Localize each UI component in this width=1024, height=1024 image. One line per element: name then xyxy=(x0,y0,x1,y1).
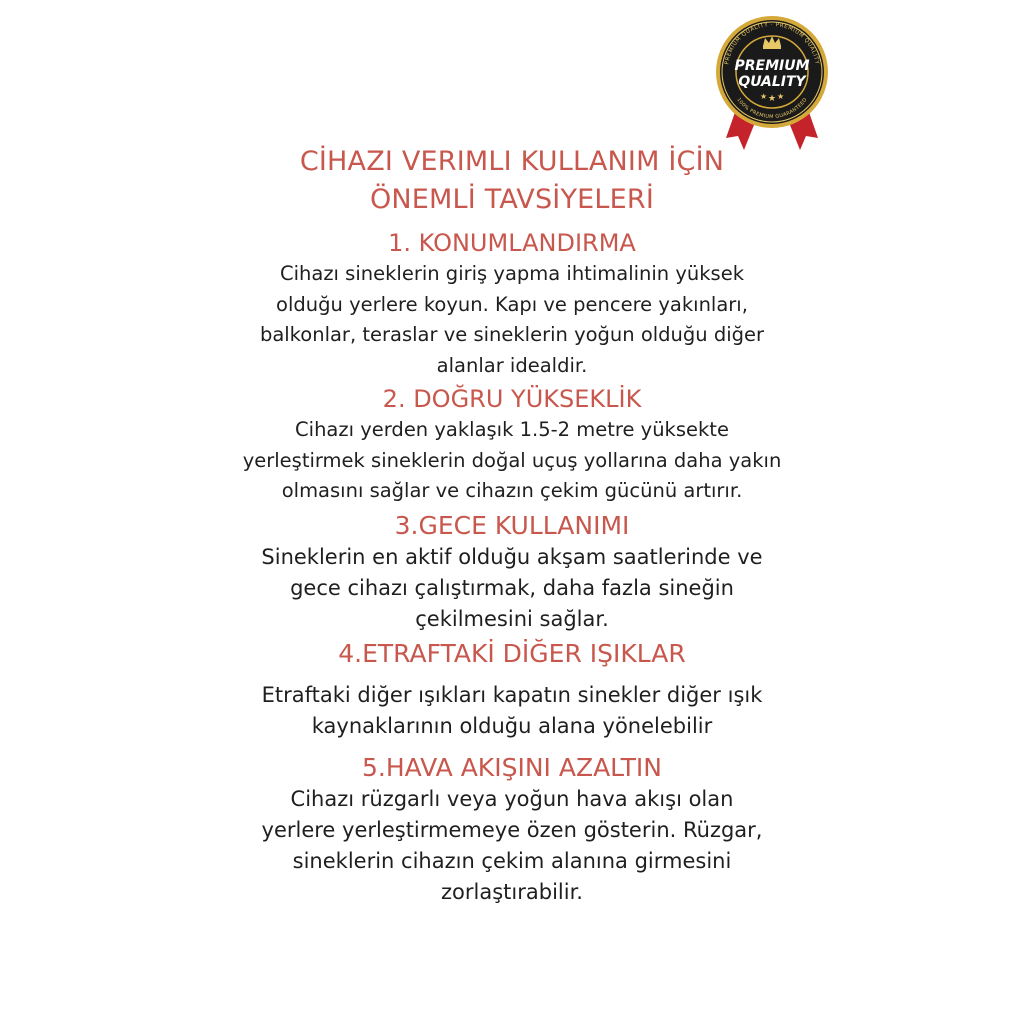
body-line: kaynaklarının olduğu alana yönelebilir xyxy=(311,713,713,738)
section-heading: 5.HAVA AKIŞINI AZALTIN xyxy=(362,752,662,782)
premium-quality-badge xyxy=(712,10,832,160)
section-heading: 2. DOĞRU YÜKSEKLİK xyxy=(382,385,642,413)
body-line: Sineklerin en aktif olduğu akşam saatlerinde ve xyxy=(261,544,763,569)
section-heading: 1. KONUMLANDIRMA xyxy=(388,229,636,257)
body-line: olduğu yerlere koyun. Kapı ve pencere yakınları, xyxy=(276,292,748,316)
section-body xyxy=(200,542,824,635)
badge-ring-top-text: PREMIUM QUALITY · PREMIUM QUALITY xyxy=(724,22,820,66)
body-line: zorlaştırabilir. xyxy=(441,879,583,904)
section-body xyxy=(200,415,824,507)
body-line: olmasını sağlar ve cihazın çekim gücünü artırır. xyxy=(281,479,743,502)
section-body xyxy=(200,680,824,742)
badge-quality-text: QUALITY xyxy=(738,74,806,90)
svg-text:★: ★ xyxy=(768,94,777,104)
section-hava-akisi xyxy=(200,752,824,908)
body-line: çekilmesini sağlar. xyxy=(415,606,609,631)
section-heading: 4.ETRAFTAKİ DİĞER IŞIKLAR xyxy=(338,638,686,668)
section-dogru-yukseklik xyxy=(200,383,824,507)
body-line: alanlar idealdir. xyxy=(436,353,588,377)
svg-text:★: ★ xyxy=(760,92,768,101)
body-line: balkonlar, teraslar ve sineklerin yoğun olduğu diğer xyxy=(259,323,765,346)
body-line: sineklerin cihazın çekim alanına girmesini xyxy=(292,848,732,873)
section-gece-kullanimi xyxy=(200,510,824,635)
page-title xyxy=(200,143,824,219)
svg-text:★: ★ xyxy=(777,92,785,101)
tips-content xyxy=(200,143,824,908)
body-line: gece cihazı çalıştırmak, daha fazla sineğin xyxy=(290,575,734,600)
body-line: Cihazı rüzgarlı veya yoğun hava akışı olan xyxy=(290,786,734,811)
body-line: yerlere yerleştirmemeye özen gösterin. Rüzgar, xyxy=(261,817,763,842)
body-line: Etraftaki diğer ışıkları kapatın sinekler diğer ışık xyxy=(261,682,763,707)
body-line: Cihazı sineklerin giriş yapma ihtimalinin yüksek xyxy=(279,262,745,285)
title-line-2: ÖNEMLİ TAVSİYELERİ xyxy=(369,184,655,215)
badge-ring-bottom-text: 100% PREMIUM GUARANTEED xyxy=(735,96,809,121)
section-heading: 3.GECE KULLANIMI xyxy=(394,510,630,540)
title-line-1: CİHAZI VERIMLI KULLANIM İÇİN xyxy=(299,146,725,177)
large-sections xyxy=(200,510,824,908)
badge-premium-text: PREMIUM xyxy=(734,58,810,74)
section-konumlandirma xyxy=(200,227,824,381)
section-body xyxy=(200,259,824,381)
body-line: yerleştirmek sineklerin doğal uçuş yollarına daha yakın xyxy=(242,448,782,472)
section-body xyxy=(200,784,824,908)
body-line: Cihazı yerden yaklaşık 1.5-2 metre yüksekte xyxy=(295,418,729,441)
section-etraftaki-isiklar xyxy=(200,638,824,742)
